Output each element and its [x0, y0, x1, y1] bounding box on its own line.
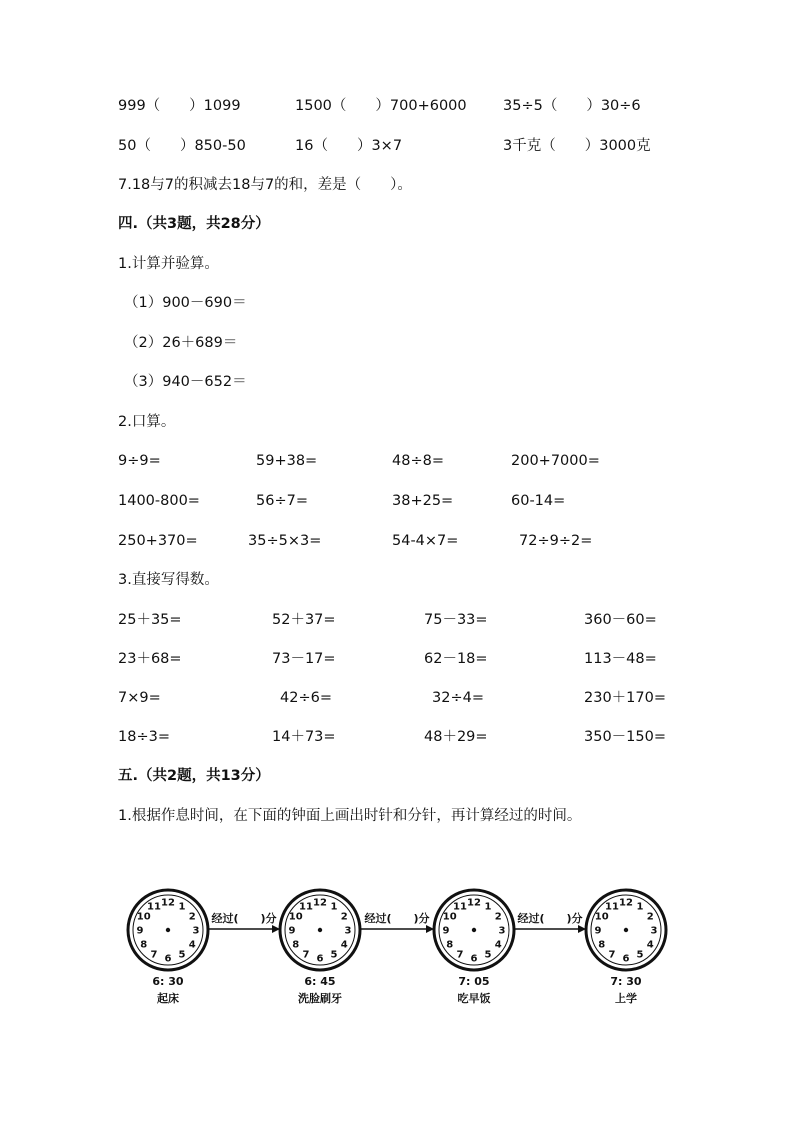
exercise-item: 48÷8= — [392, 453, 444, 469]
clock-center-dot — [472, 928, 476, 932]
exercise-item: 1400-800= — [118, 493, 200, 509]
clock-dial-number: 4 — [188, 939, 196, 951]
exercise-item: 14＋73= — [272, 729, 336, 745]
clock-dial-number: 10 — [288, 911, 303, 923]
exercise-item: 54-4×7= — [392, 533, 459, 549]
clock-dial-number: 11 — [299, 901, 313, 913]
clock-center-dot — [166, 928, 170, 932]
exercise-item: 360－60= — [584, 612, 657, 628]
q3-title: 3.直接写得数。 — [118, 572, 219, 588]
compare-item: 16（ ）3×7 — [295, 138, 403, 154]
q2-title: 2.口算。 — [118, 414, 176, 430]
clock-time-label: 6: 30 — [152, 975, 184, 988]
clock-dial-number: 7 — [608, 949, 616, 961]
clock-dial-number: 12 — [467, 897, 481, 909]
compare-item: 50（ ）850-50 — [118, 138, 246, 154]
section-5-q1-title: 1.根据作息时间，在下面的钟面上画出时针和分针，再计算经过的时间。 — [118, 808, 582, 824]
clock-dial-number: 9 — [136, 925, 144, 937]
clock-dial-number: 8 — [292, 939, 300, 951]
clock-dial-number: 7 — [302, 949, 310, 961]
clock-dial-number: 10 — [442, 911, 457, 923]
clock-dial-number: 3 — [650, 925, 658, 937]
clock-dial-number: 5 — [330, 949, 338, 961]
compare-item: 1500（ ）700+6000 — [295, 98, 467, 114]
calc-item: （2）26＋689＝ — [124, 335, 238, 351]
clock-time-label: 7: 05 — [458, 975, 490, 988]
exercise-item: 18÷3= — [118, 729, 170, 745]
clock-dial-number: 5 — [484, 949, 492, 961]
clock-dial-number: 2 — [188, 911, 196, 923]
exercise-item: 230＋170= — [584, 690, 667, 706]
arrow-elapsed-label: 经过( )分 — [211, 912, 277, 925]
clock-dial-number: 9 — [288, 925, 296, 937]
question-7: 7.18与7的积减去18与7的和，差是（ ）。 — [118, 177, 412, 193]
compare-item: 999（ ）1099 — [118, 98, 241, 114]
exercise-item: 38+25= — [392, 493, 454, 509]
exercise-item: 9÷9= — [118, 453, 161, 469]
exercise-item: 32÷4= — [432, 690, 484, 706]
clock-dial-number: 10 — [136, 911, 151, 923]
exercise-item: 350－150= — [584, 729, 667, 745]
clock-dial-number: 3 — [498, 925, 506, 937]
exercise-item: 73－17= — [272, 651, 336, 667]
exercise-item: 200+7000= — [511, 453, 600, 469]
exercise-item: 35÷5×3= — [248, 533, 322, 549]
clock-dial-number: 7 — [456, 949, 464, 961]
arrow-elapsed-label: 经过( )分 — [517, 912, 583, 925]
arrow-elapsed-label: 经过( )分 — [364, 912, 430, 925]
clock-dial-number: 9 — [594, 925, 602, 937]
clock-dial-number: 6 — [470, 953, 478, 965]
clock-center-dot — [318, 928, 322, 932]
clock-activity-label: 上学 — [615, 992, 637, 1005]
exercise-item: 113－48= — [584, 651, 657, 667]
clock-dial-number: 11 — [147, 901, 161, 913]
clock-dial-number: 4 — [340, 939, 348, 951]
clock-dial-number: 1 — [330, 901, 338, 913]
clock-dial-number: 5 — [178, 949, 186, 961]
section-4-title: 四.（共3题，共28分） — [118, 216, 270, 232]
exercise-item: 23＋68= — [118, 651, 182, 667]
clock-dial-number: 1 — [484, 901, 492, 913]
clock-center-dot — [624, 928, 628, 932]
exercise-item: 42÷6= — [280, 690, 332, 706]
calc-item: （3）940－652＝ — [124, 374, 247, 390]
exercise-item: 52＋37= — [272, 612, 336, 628]
clock-dial-number: 6 — [164, 953, 172, 965]
clock-dial-number: 7 — [150, 949, 158, 961]
exercise-item: 7×9= — [118, 690, 161, 706]
clock-dial-number: 3 — [344, 925, 352, 937]
exercise-item: 59+38= — [256, 453, 318, 469]
clock-dial-number: 9 — [442, 925, 450, 937]
clock-dial-number: 6 — [316, 953, 324, 965]
exercise-item: 75－33= — [424, 612, 488, 628]
clock-dial-number: 2 — [494, 911, 502, 923]
exercise-item: 250+370= — [118, 533, 198, 549]
compare-item: 35÷5（ ）30÷6 — [503, 98, 641, 114]
clock-dial-number: 8 — [598, 939, 606, 951]
clock-dial-number: 1 — [636, 901, 644, 913]
exercise-item: 56÷7= — [256, 493, 308, 509]
clock-dial-number: 12 — [313, 897, 327, 909]
q1-title: 1.计算并验算。 — [118, 256, 219, 272]
clock-dial-number: 12 — [619, 897, 633, 909]
clock-dial-number: 6 — [622, 953, 630, 965]
clock-dial-number: 10 — [594, 911, 609, 923]
clock-activity-label: 起床 — [157, 992, 179, 1005]
clock-dial-number: 3 — [192, 925, 200, 937]
section-5-title: 五.（共2题，共13分） — [118, 768, 270, 784]
clock-dial-number: 5 — [636, 949, 644, 961]
exercise-item: 62－18= — [424, 651, 488, 667]
clock-time-label: 6: 45 — [304, 975, 336, 988]
clock-dial-number: 2 — [340, 911, 348, 923]
exercise-item: 60-14= — [511, 493, 566, 509]
exercise-item: 25＋35= — [118, 612, 182, 628]
clock-dial-number: 8 — [140, 939, 148, 951]
clock-time-label: 7: 30 — [610, 975, 642, 988]
clock-activity-label: 洗脸刷牙 — [298, 992, 342, 1005]
clock-dial-number: 4 — [494, 939, 502, 951]
clock-dial-number: 1 — [178, 901, 186, 913]
clock-dial-number: 12 — [161, 897, 175, 909]
clock-dial-number: 8 — [446, 939, 454, 951]
clock-dial-number: 11 — [453, 901, 467, 913]
clock-activity-label: 吃早饭 — [457, 992, 491, 1005]
clock-dial-number: 11 — [605, 901, 619, 913]
exercise-item: 72÷9÷2= — [519, 533, 593, 549]
clock-dial-number: 4 — [646, 939, 654, 951]
clock-dial-number: 2 — [646, 911, 654, 923]
calc-item: （1）900－690＝ — [124, 295, 247, 311]
compare-item: 3千克（ ）3000克 — [503, 138, 651, 154]
exercise-item: 48＋29= — [424, 729, 488, 745]
